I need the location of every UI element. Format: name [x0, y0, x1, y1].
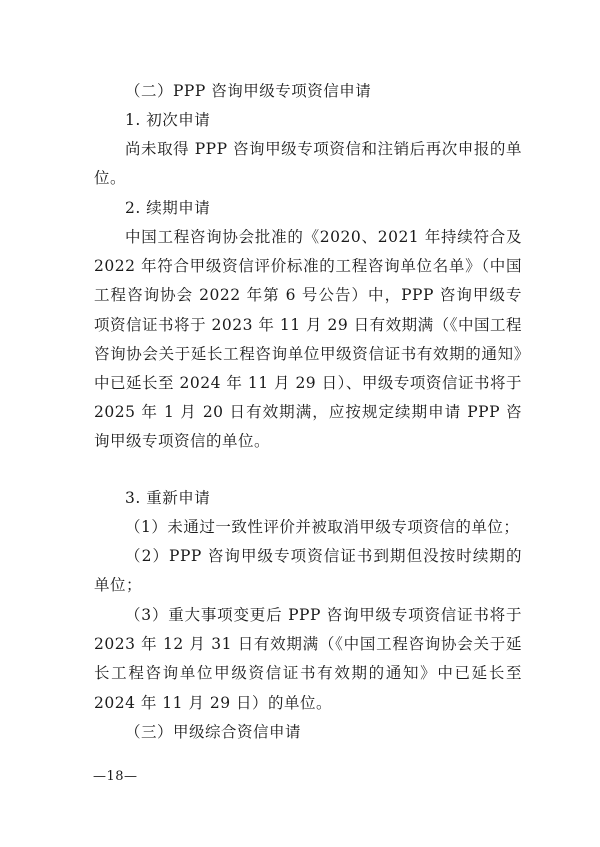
paragraph-renewal-application: 中国工程咨询协会批准的《2020、2021 年持续符合及 2022 年符合甲级资信评价标准的工程咨询单位名单》（中国工程咨询协会 2022 年第 6 号公告）中，PPP 咨询甲级专项资信证书将于 2023 年 11 月 29 日有效期满（《中国工程咨询协会关于延长工程咨询单位甲级资信证书有效期的通知》中已延长至 2024 年 11 月 29 日）、甲级专项资信证书将于 2025 年 1 月 20 日有效期满，应按规定续期申请 PPP 咨询甲级专项资信的单位。 [94, 228, 522, 451]
paragraph-initial-application: 尚未取得 PPP 咨询甲级专项资信和注销后再次申报的单位。 [94, 140, 522, 188]
page-number: —18— [93, 769, 138, 784]
subheading-reapplication: 3. 重新申请 [125, 489, 211, 507]
subheading-initial-application: 1. 初次申请 [125, 111, 211, 129]
paragraph-reapplication-2: （2）PPP 咨询甲级专项资信证书到期但没按时续期的单位； [94, 547, 522, 595]
section-heading-comprehensive: （三）甲级综合资信申请 [125, 723, 302, 741]
paragraph-reapplication-1: （1）未通过一致性评价并被取消甲级专项资信的单位； [125, 518, 520, 536]
paragraph-reapplication-3: （3）重大事项变更后 PPP 咨询甲级专项资信证书将于 2023 年 12 月 31 日有效期满（《中国工程咨询协会关于延长工程咨询单位甲级资信证书有效期的通知》中已延长至 2024 年 11 月 29 日）的单位。 [94, 606, 522, 712]
section-heading-ppp: （二）PPP 咨询甲级专项资信申请 [125, 82, 372, 100]
subheading-renewal-application: 2. 续期申请 [125, 199, 211, 217]
